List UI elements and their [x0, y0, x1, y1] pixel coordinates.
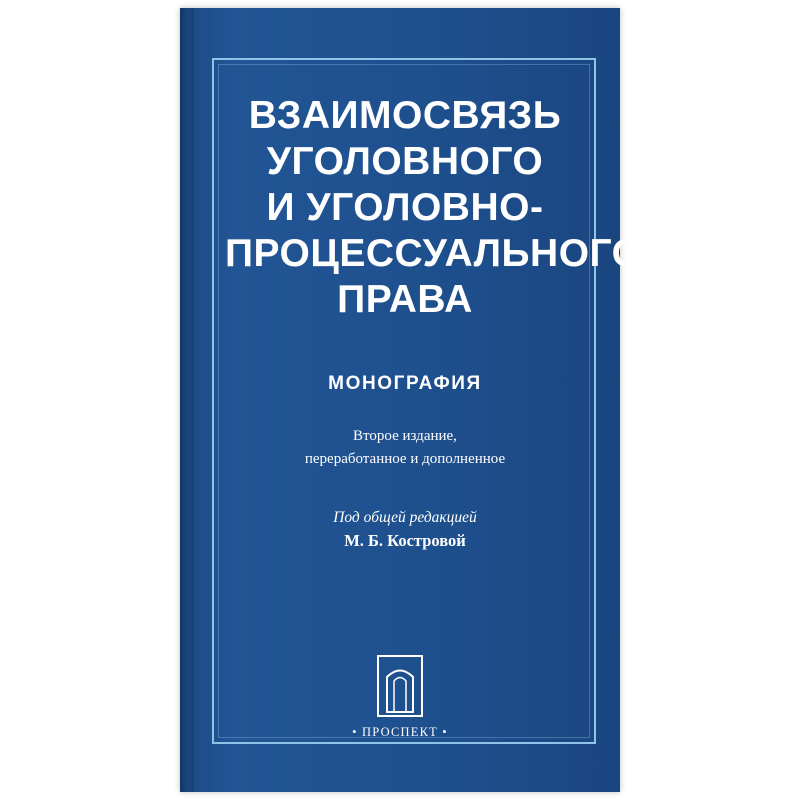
book-cover — [180, 8, 643, 792]
cover-editor — [225, 506, 585, 554]
editor-name: М. Б. Костровой — [344, 530, 466, 550]
cover-edition — [225, 425, 585, 472]
editor-prefix: Под общей редакцией — [333, 508, 477, 526]
title-line-4: ПРОЦЕССУАЛЬНОГО — [225, 232, 643, 276]
publisher-block — [180, 655, 620, 740]
title-line-2: УГОЛОВНОГО — [266, 140, 544, 184]
edition-line-1: Второе издание, — [353, 428, 457, 445]
cover-title-block — [225, 93, 643, 554]
title-line-5: ПРАВА — [337, 278, 473, 322]
cover-subtitle: МОНОГРАФИЯ — [328, 373, 482, 395]
publisher-name: • ПРОСПЕКТ • — [352, 725, 448, 739]
title-line-3: И УГОЛОВНО- — [266, 186, 544, 230]
prospekt-doorway-logo-icon — [377, 655, 423, 717]
title-line-1: ВЗАИМОСВЯЗЬ — [248, 94, 562, 137]
edition-line-2: переработанное и дополненное — [304, 451, 506, 468]
